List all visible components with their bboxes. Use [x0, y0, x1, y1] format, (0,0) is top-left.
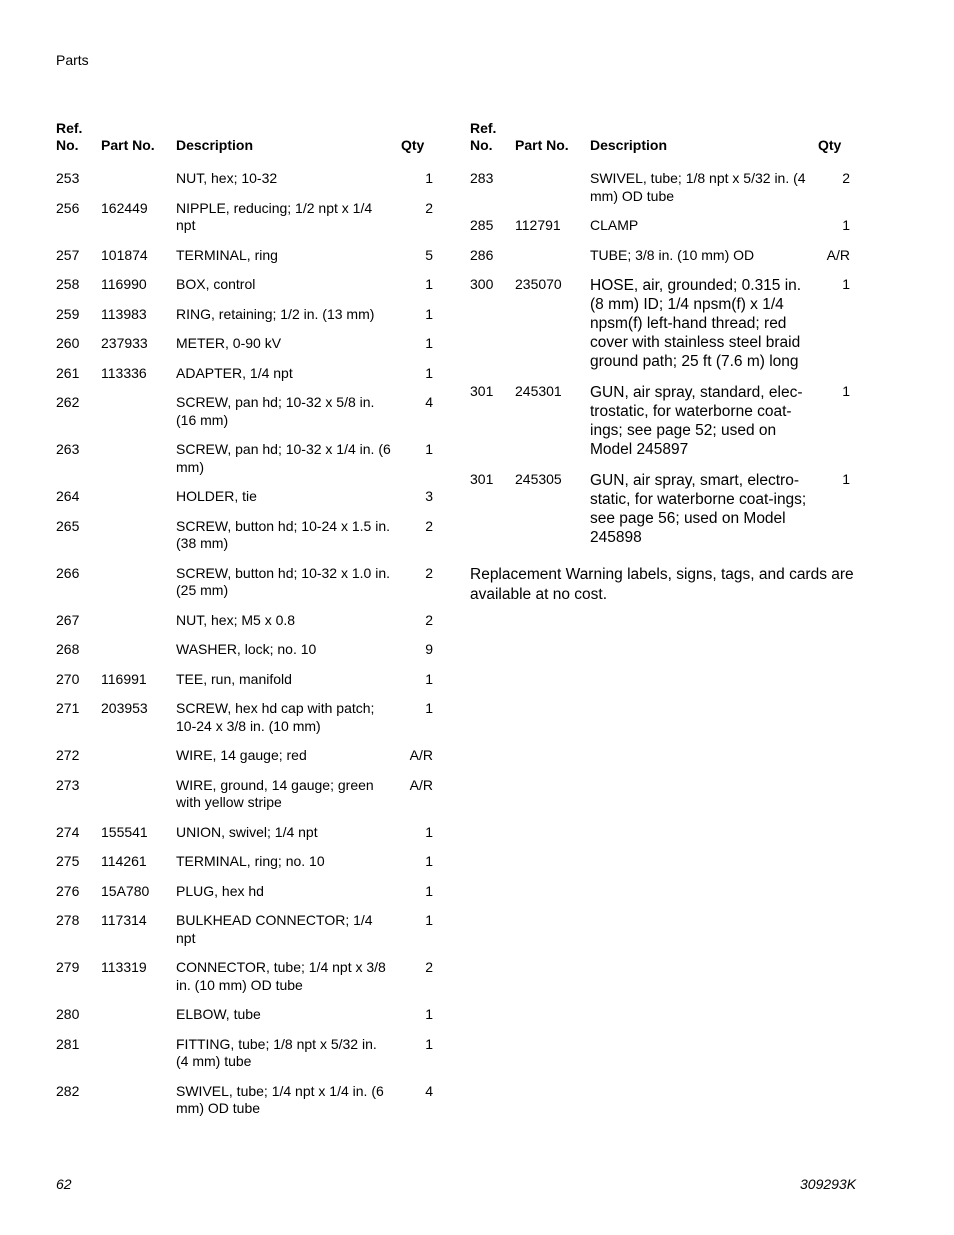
table-row: [466, 217, 854, 247]
qty-cell: 1: [425, 276, 433, 292]
table-row: [52, 488, 437, 518]
section-label: Parts: [56, 52, 89, 68]
table-row: [52, 959, 437, 1006]
description-cell: WIRE, 14 gauge; red: [176, 747, 307, 763]
description-cell: HOLDER, tie: [176, 488, 257, 504]
table-row: [52, 247, 437, 277]
description-cell: HOSE, air, grounded; 0.315 in. (8 mm) ID; 1/4 npsm(f) x 1/4 npsm(f) left-hand thread; red cover with stainless steel braid ground path; 25 ft (7.6 m) long: [590, 277, 802, 370]
description-cell: SCREW, button hd; 10-24 x 1.5 in. (38 mm): [176, 517, 391, 551]
description-cell: CLAMP: [590, 217, 639, 233]
ref-cell: 276: [56, 882, 80, 899]
ref-cell: 282: [56, 1082, 80, 1099]
description-cell: WASHER, lock; no. 10: [176, 641, 317, 657]
ref-cell: 253: [56, 170, 80, 186]
qty-cell: 1: [425, 441, 433, 457]
part-number-cell: 155541: [101, 823, 148, 840]
table-row: [52, 912, 437, 959]
table-row: [52, 641, 437, 671]
part-number-cell: 112791: [515, 217, 561, 233]
qty-cell: 1: [842, 217, 850, 233]
description-cell: CONNECTOR, tube; 1/4 npt x 3/8 in. (10 mm) OD tube: [176, 959, 386, 993]
qty-cell: 1: [425, 335, 433, 351]
description-cell: SWIVEL, tube; 1/8 npt x 5/32 in. (4 mm) OD tube: [590, 170, 806, 204]
col-ref-header: Ref. No.: [56, 120, 83, 153]
table-row: [52, 365, 437, 395]
part-number-cell: 245305: [515, 471, 562, 487]
description-cell: TERMINAL, ring: [176, 246, 278, 263]
part-number-cell: 113319: [101, 959, 147, 975]
table-row: [52, 824, 437, 854]
ref-cell: 272: [56, 747, 80, 763]
qty-cell: 2: [425, 199, 433, 216]
ref-cell: 285: [470, 217, 494, 233]
table-row: [52, 853, 437, 883]
part-number-cell: [97, 777, 172, 824]
description-cell: UNION, swivel; 1/4 npt: [176, 823, 318, 840]
part-number-cell: 15A780: [101, 882, 150, 899]
description-cell: SCREW, button hd; 10-32 x 1.0 in. (25 mm): [176, 564, 391, 598]
ref-cell: 262: [56, 394, 80, 410]
ref-cell: 278: [56, 912, 80, 928]
table-row: [52, 170, 437, 200]
ref-cell: 273: [56, 776, 80, 793]
table-row: [52, 700, 437, 747]
part-number-cell: 162449: [101, 199, 148, 216]
description-cell: BOX, control: [176, 276, 256, 292]
ref-cell: 256: [56, 199, 80, 216]
ref-cell: 271: [56, 700, 80, 716]
page-number: 62: [56, 1176, 72, 1192]
qty-cell: 5: [425, 246, 433, 263]
ref-cell: 301: [470, 471, 494, 487]
ref-cell: 265: [56, 517, 80, 534]
description-cell: WIRE, ground, 14 gauge; green with yellow stripe: [176, 776, 374, 810]
ref-cell: 279: [56, 959, 80, 975]
ref-cell: 266: [56, 564, 80, 581]
table-row: [52, 777, 437, 824]
table-row: [52, 1036, 437, 1083]
part-number-cell: [97, 170, 172, 200]
part-number-cell: [97, 1083, 172, 1130]
table-row: [52, 747, 437, 777]
qty-cell: 1: [425, 912, 433, 928]
col-desc-header: Description: [590, 137, 668, 153]
table-row: [466, 247, 854, 277]
ref-cell: 264: [56, 488, 80, 504]
part-number-cell: [97, 441, 172, 488]
part-number-cell: [97, 641, 172, 671]
description-cell: GUN, air spray, standard, elec-trostatic, for waterborne coat-ings; see page 52; used on Model 245897: [590, 384, 803, 458]
ref-cell: 275: [56, 853, 80, 869]
replacement-note: Replacement Warning labels, signs, tags, and cards are available at no cost.: [470, 566, 854, 603]
table-row: [52, 612, 437, 642]
ref-cell: 270: [56, 670, 80, 687]
ref-cell: 267: [56, 611, 80, 628]
qty-cell: 1: [842, 276, 850, 292]
qty-cell: 4: [425, 394, 433, 410]
part-number-cell: 113336: [101, 364, 147, 381]
part-number-cell: 101874: [101, 246, 148, 263]
table-row: [466, 276, 854, 383]
description-cell: NUT, hex; 10-32: [176, 170, 278, 186]
ref-cell: 286: [470, 246, 494, 263]
ref-cell: 281: [56, 1035, 80, 1052]
table-row: [466, 170, 854, 217]
qty-cell: A/R: [409, 776, 433, 793]
qty-cell: 2: [425, 959, 433, 975]
description-cell: GUN, air spray, smart, electro-static, for waterborne coat-ings; see page 56; used on Model 245898: [590, 472, 807, 546]
qty-cell: 1: [425, 853, 433, 869]
part-number-cell: [97, 518, 172, 565]
table-row: [52, 394, 437, 441]
table-row: [52, 1006, 437, 1036]
table-row: [52, 441, 437, 488]
table-row: [52, 565, 437, 612]
qty-cell: 1: [842, 471, 850, 487]
description-cell: SCREW, pan hd; 10-32 x 5/8 in. (16 mm): [176, 394, 375, 428]
qty-cell: 1: [425, 700, 433, 716]
table-row: [52, 518, 437, 565]
qty-cell: 1: [425, 882, 433, 899]
parts-table-left: [52, 120, 437, 1130]
ref-cell: 280: [56, 1006, 80, 1022]
document-number: 309293K: [800, 1176, 857, 1192]
part-number-cell: [97, 565, 172, 612]
table-row: [52, 306, 437, 336]
description-cell: RING, retaining; 1/2 in. (13 mm): [176, 305, 375, 322]
qty-cell: 1: [425, 670, 433, 687]
ref-cell: 257: [56, 246, 80, 263]
part-number-cell: 235070: [515, 276, 562, 292]
col-part-header: Part No.: [515, 137, 569, 153]
qty-cell: A/R: [409, 747, 433, 763]
table-row: [52, 276, 437, 306]
ref-cell: 283: [470, 170, 494, 186]
part-number-cell: [97, 612, 172, 642]
description-cell: ADAPTER, 1/4 npt: [176, 364, 293, 381]
qty-cell: 1: [425, 364, 433, 381]
qty-cell: 1: [425, 1035, 433, 1052]
qty-cell: 2: [842, 170, 850, 186]
table-row: [52, 1083, 437, 1130]
part-number-cell: [97, 1006, 172, 1036]
ref-cell: 261: [56, 364, 80, 381]
part-number-cell: 237933: [101, 335, 148, 351]
table-row: [52, 883, 437, 913]
qty-cell: 2: [425, 564, 433, 581]
description-cell: SCREW, hex hd cap with patch; 10-24 x 3/8 in. (10 mm): [176, 700, 375, 734]
part-number-cell: [511, 247, 586, 277]
description-cell: TERMINAL, ring; no. 10: [176, 853, 325, 869]
table-header-row: [466, 120, 854, 170]
qty-cell: 2: [425, 611, 433, 628]
col-qty-header: Qty: [401, 137, 425, 153]
table-row: [52, 200, 437, 247]
qty-cell: 1: [425, 1006, 433, 1022]
part-number-cell: 114261: [101, 853, 147, 869]
description-cell: TEE, run, manifold: [176, 670, 292, 687]
col-ref-header: Ref. No.: [470, 120, 497, 153]
description-cell: ELBOW, tube: [176, 1006, 261, 1022]
description-cell: SWIVEL, tube; 1/4 npt x 1/4 in. (6 mm) OD tube: [176, 1082, 384, 1116]
qty-cell: A/R: [826, 246, 850, 263]
ref-cell: 258: [56, 276, 80, 292]
ref-cell: 263: [56, 441, 80, 457]
description-cell: PLUG, hex hd: [176, 882, 264, 899]
description-cell: FITTING, tube; 1/8 npt x 5/32 in. (4 mm) tube: [176, 1035, 377, 1069]
part-number-cell: [97, 1036, 172, 1083]
ref-cell: 260: [56, 335, 80, 351]
qty-cell: 1: [425, 305, 433, 322]
part-number-cell: 116990: [101, 276, 147, 292]
description-cell: NUT, hex; M5 x 0.8: [176, 611, 296, 628]
col-part-header: Part No.: [101, 137, 155, 153]
part-number-cell: [97, 394, 172, 441]
description-cell: BULKHEAD CONNECTOR; 1/4 npt: [176, 912, 373, 946]
part-number-cell: 245301: [515, 383, 562, 399]
part-number-cell: 116991: [101, 670, 147, 687]
table-row: [52, 335, 437, 365]
ref-cell: 268: [56, 641, 80, 657]
col-desc-header: Description: [176, 137, 254, 153]
part-number-cell: 117314: [101, 912, 147, 928]
table-row: [466, 471, 854, 559]
table-row: [466, 383, 854, 471]
qty-cell: 1: [425, 823, 433, 840]
qty-cell: 9: [425, 641, 433, 657]
col-qty-header: Qty: [818, 137, 842, 153]
part-number-cell: 113983: [101, 305, 147, 322]
ref-cell: 274: [56, 823, 80, 840]
qty-cell: 1: [425, 170, 433, 186]
ref-cell: 300: [470, 276, 494, 292]
part-number-cell: 203953: [101, 700, 148, 716]
qty-cell: 2: [425, 517, 433, 534]
description-cell: NIPPLE, reducing; 1/2 npt x 1/4 npt: [176, 199, 373, 233]
description-cell: METER, 0-90 kV: [176, 335, 282, 351]
ref-cell: 301: [470, 383, 494, 399]
table-row: [52, 671, 437, 701]
part-number-cell: [511, 170, 586, 217]
table-header-row: [52, 120, 437, 170]
qty-cell: 4: [425, 1082, 433, 1099]
description-cell: TUBE; 3/8 in. (10 mm) OD: [590, 246, 755, 263]
part-number-cell: [97, 747, 172, 777]
qty-cell: 1: [842, 383, 850, 399]
qty-cell: 3: [425, 488, 433, 504]
part-number-cell: [97, 488, 172, 518]
parts-table-right: [466, 120, 854, 559]
description-cell: SCREW, pan hd; 10-32 x 1/4 in. (6 mm): [176, 441, 391, 475]
ref-cell: 259: [56, 305, 80, 322]
